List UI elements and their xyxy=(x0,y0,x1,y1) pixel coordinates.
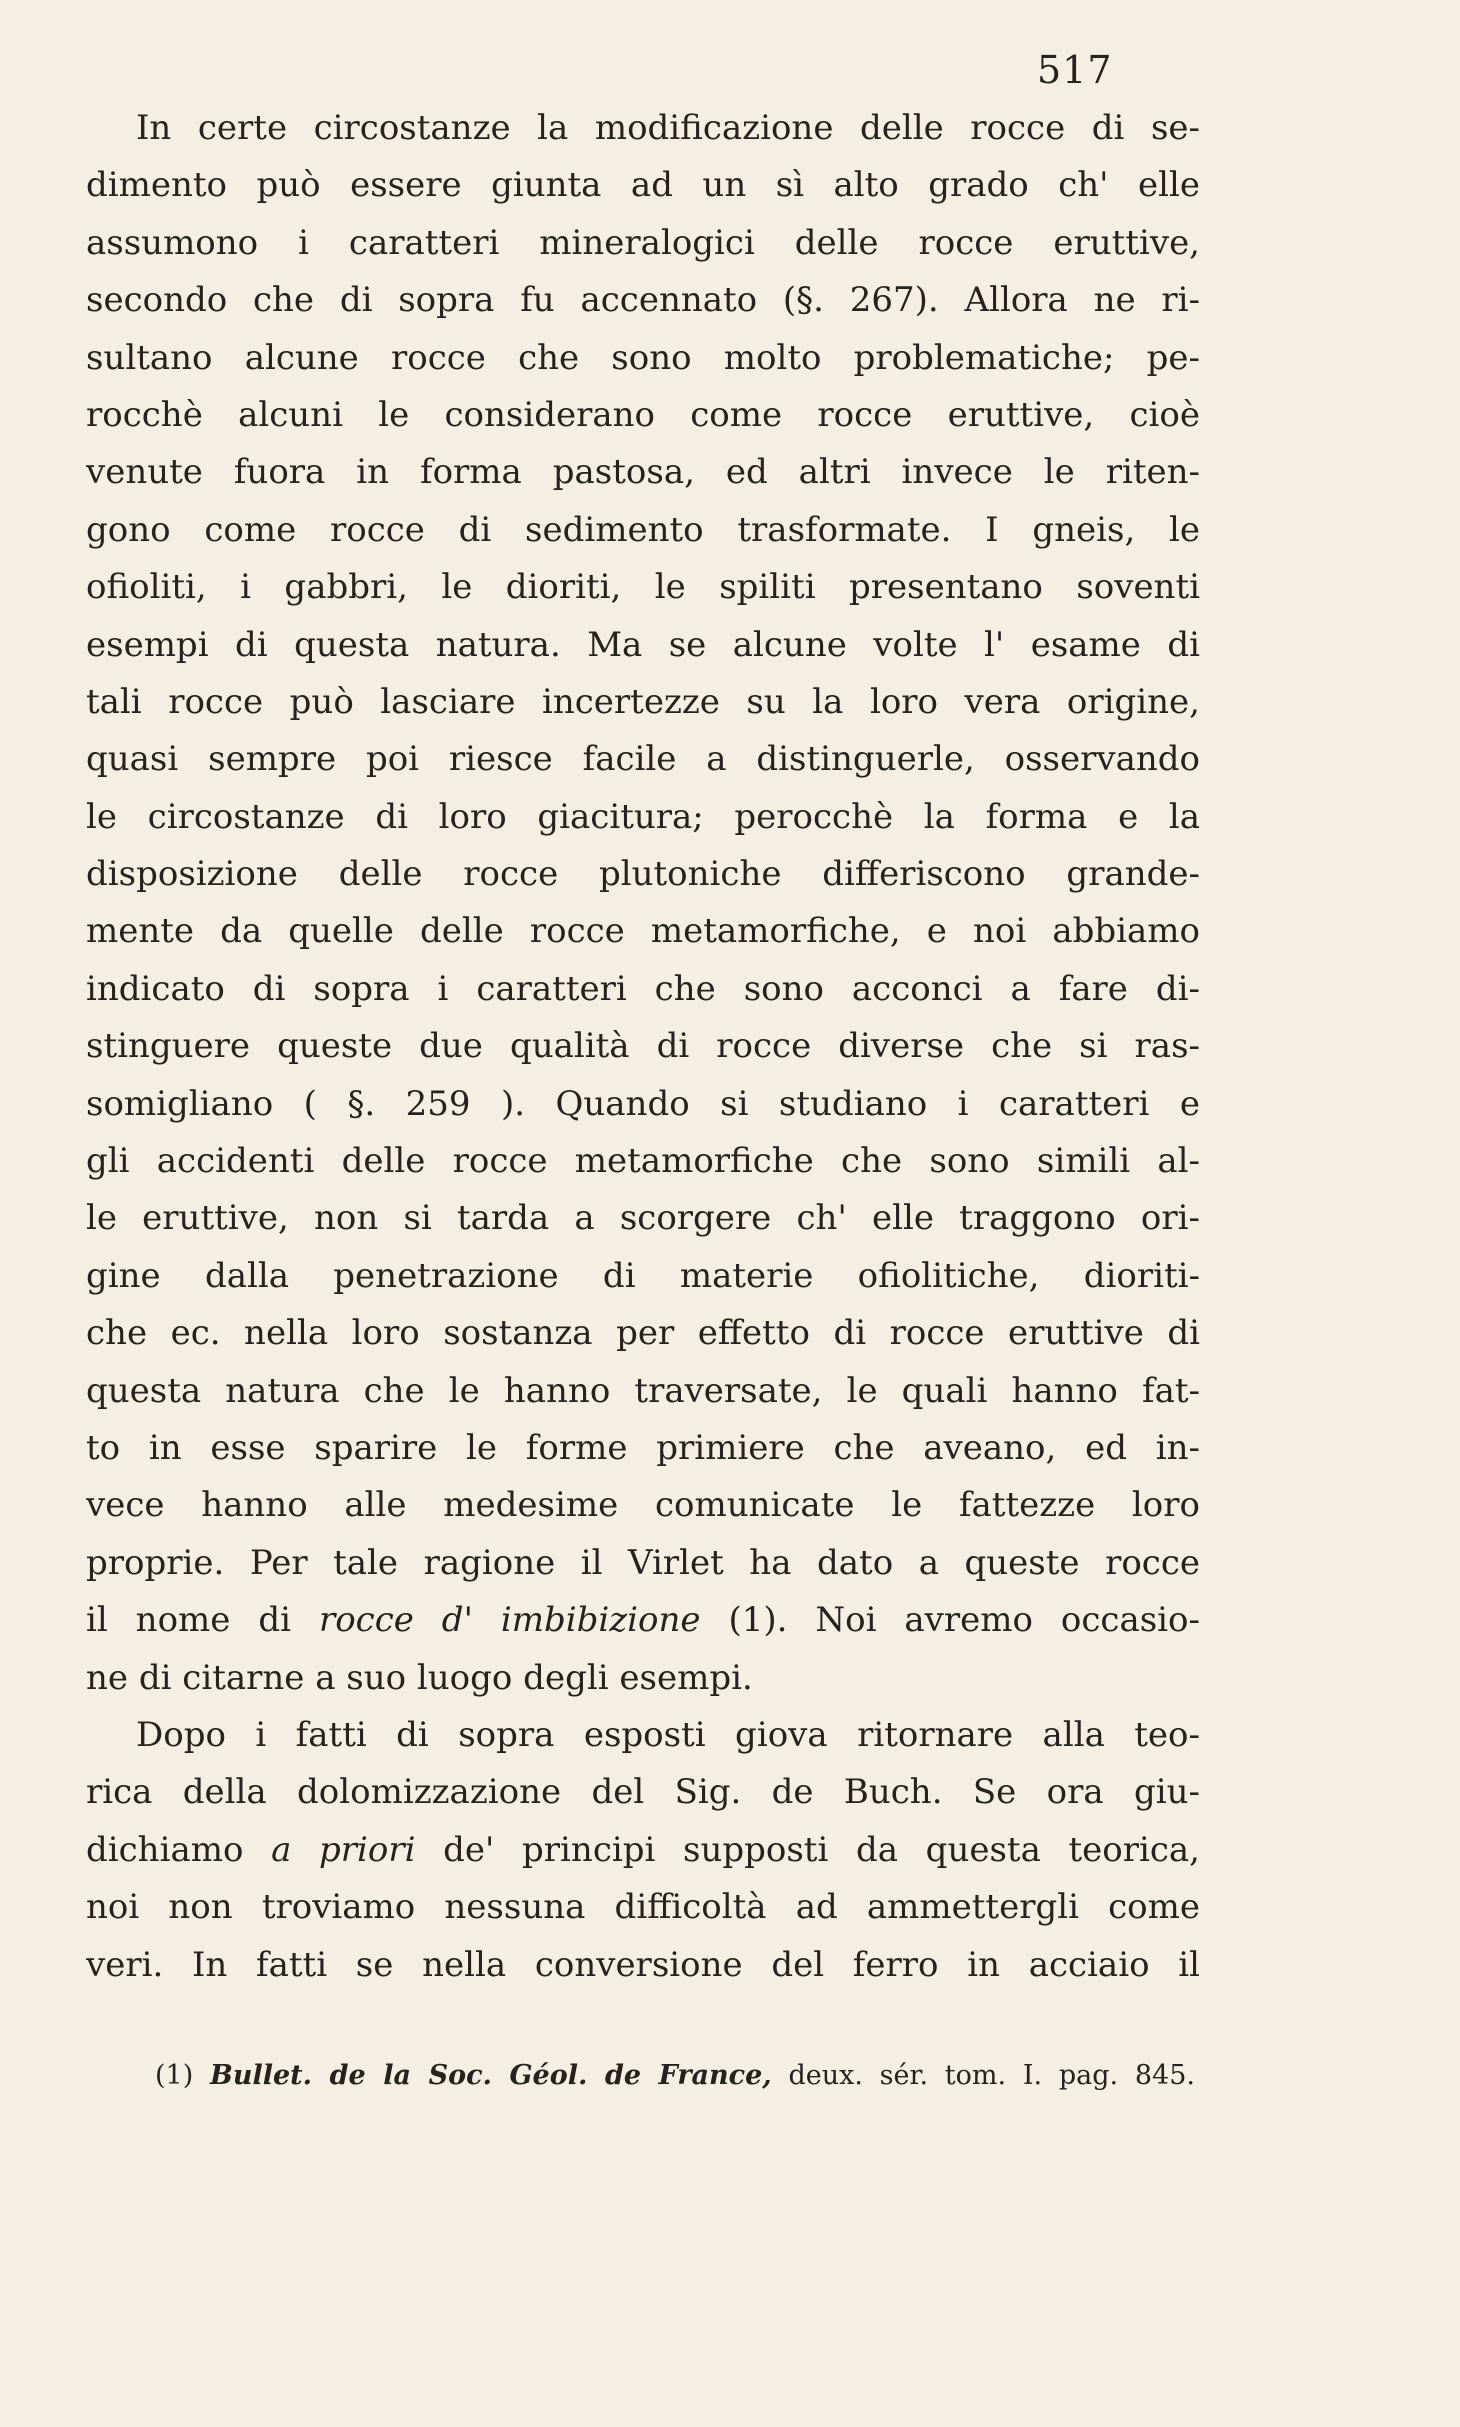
text-line: tali rocce può lasciare incertezze su la loro vera origine, xyxy=(86,681,1200,722)
text-line: proprie. Per tale ragione il Virlet ha dato a queste rocce xyxy=(86,1542,1200,1583)
paragraph-2 xyxy=(86,1707,1200,1994)
italic-term: rocce d' imbibizione xyxy=(318,1600,701,1641)
text-run: il nome di xyxy=(86,1600,319,1641)
text-run: dichiamo xyxy=(86,1829,272,1870)
text-line: le eruttive, non si tarda a scorgere ch' elle traggono ori- xyxy=(86,1198,1200,1239)
text-line: stinguere queste due qualità di rocce diverse che si ras- xyxy=(86,1026,1200,1067)
text-line: rica della dolomizzazione del Sig. de Buch. Se ora giu- xyxy=(86,1772,1200,1813)
text-line-with-italic xyxy=(86,1592,1200,1649)
text-line: veri. In fatti se nella conversione del ferro in acciaio il xyxy=(86,1944,1200,1985)
body-text xyxy=(86,100,1200,1994)
text-line: indicato di sopra i caratteri che sono acconci a fare di- xyxy=(86,968,1200,1009)
text-line: Dopo i fatti di sopra esposti giova ritornare alla teo- xyxy=(136,1714,1200,1755)
text-line: quasi sempre poi riesce facile a distinguerle, osservando xyxy=(86,739,1200,780)
text-line: to in esse sparire le forme primiere che aveano, ed in- xyxy=(86,1427,1200,1468)
text-line: noi non troviamo nessuna difficoltà ad ammettergli come xyxy=(86,1887,1200,1928)
text-line: disposizione delle rocce plutoniche differiscono grande- xyxy=(86,854,1200,895)
text-line-with-italic xyxy=(86,1822,1200,1879)
text-line: assumono i caratteri mineralogici delle rocce eruttive, xyxy=(86,222,1200,263)
paragraph-1 xyxy=(86,100,1200,1707)
text-line: sultano alcune rocce che sono molto problematiche; pe- xyxy=(86,337,1200,378)
text-line: In certe circostanze la modificazione delle rocce di se- xyxy=(136,108,1200,148)
text-line: mente da quelle delle rocce metamorfiche, e noi abbiamo xyxy=(86,911,1200,952)
text-line: vece hanno alle medesime comunicate le fattezze loro xyxy=(86,1485,1200,1526)
text-line: rocchè alcuni le considerano come rocce eruttive, cioè xyxy=(86,394,1200,435)
footnote-citation: deux. sér. tom. I. pag. 845. xyxy=(788,2060,1195,2091)
text-line: che ec. nella loro sostanza per effetto di rocce eruttive di xyxy=(86,1313,1200,1354)
text-line: somigliano ( §. 259 ). Quando si studiano i caratteri e xyxy=(86,1083,1200,1124)
footnote-source: Bullet. de la Soc. Géol. de France, xyxy=(210,2060,772,2091)
text-line: questa natura che le hanno traversate, le quali hanno fat- xyxy=(86,1370,1200,1411)
text-line: esempi di questa natura. Ma se alcune volte l' esame di xyxy=(86,624,1200,665)
text-run: (1). Noi avremo occasio- xyxy=(700,1600,1200,1641)
text-line: gono come rocce di sedimento trasformate. I gneis, le xyxy=(86,509,1200,550)
text-line: ne di citarne a suo luogo degli esempi. xyxy=(86,1657,753,1698)
footnote-marker: (1) xyxy=(155,2060,194,2091)
text-line: gli accidenti delle rocce metamorfiche che sono simili al- xyxy=(86,1141,1200,1182)
text-run: de' principi supposti da questa teorica, xyxy=(415,1829,1200,1870)
text-line: le circostanze di loro giacitura; perocchè la forma e la xyxy=(86,796,1200,837)
italic-term: a priori xyxy=(271,1829,416,1870)
text-line: gine dalla penetrazione di materie ofiolitiche, dioriti- xyxy=(86,1255,1200,1296)
text-line: venute fuora in forma pastosa, ed altri invece le riten- xyxy=(86,452,1200,493)
text-line: secondo che di sopra fu accennato (§. 267). Allora ne ri- xyxy=(86,280,1200,321)
text-line: dimento può essere giunta ad un sì alto grado ch' elle xyxy=(86,165,1200,206)
footnote xyxy=(155,2060,1195,2091)
page-number: 517 xyxy=(1037,48,1113,92)
text-line: ofioliti, i gabbri, le dioriti, le spiliti presentano soventi xyxy=(86,567,1200,608)
